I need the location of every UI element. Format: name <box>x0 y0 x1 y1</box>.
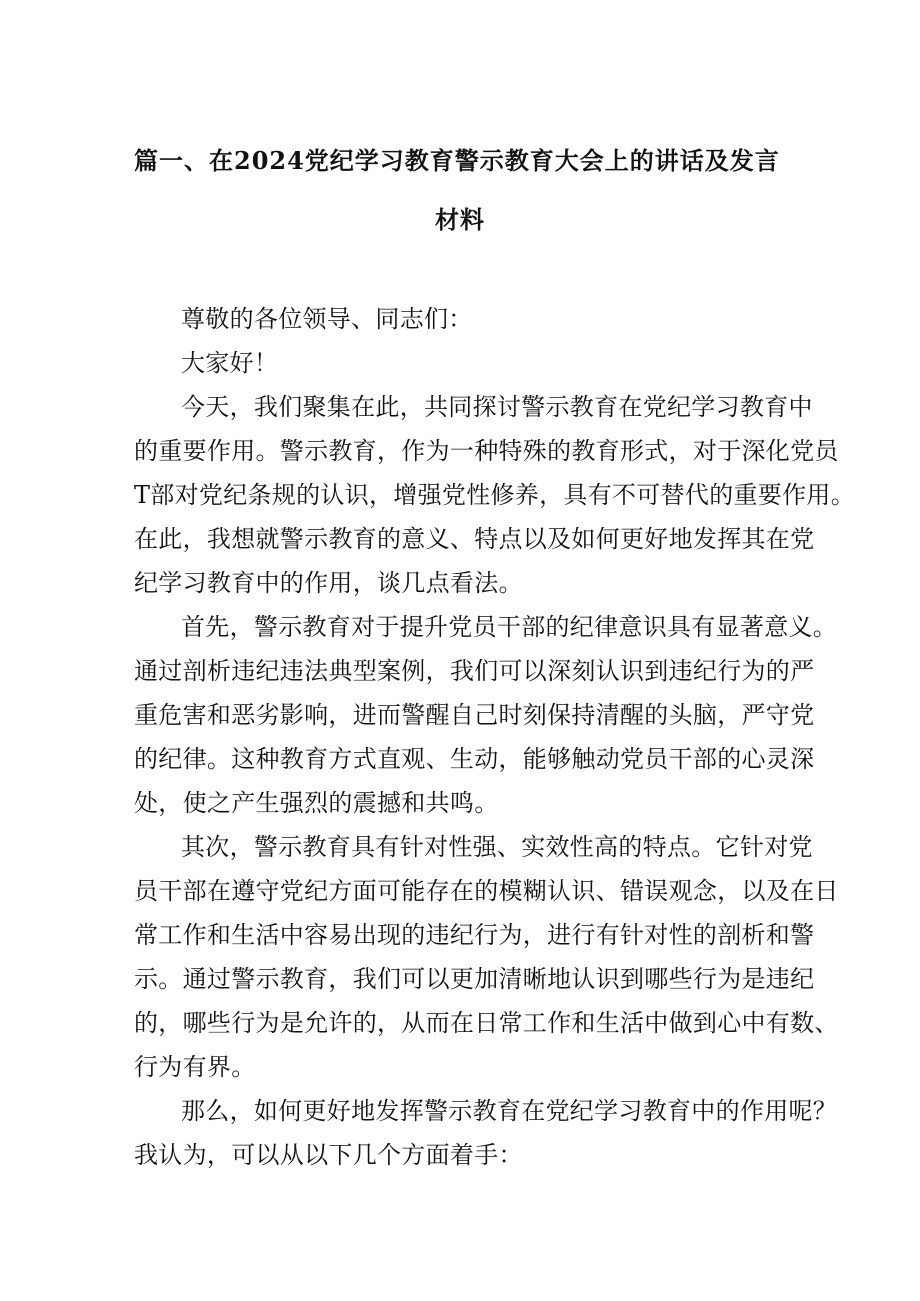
paragraph-line: 今天，我们聚集在此，共同探讨警示教育在党纪学习教育中 <box>181 393 813 421</box>
paragraph-line: 我认为，可以从以下几个方面着手： <box>134 1141 523 1169</box>
paragraph-line: 那么，如何更好地发挥警示教育在党纪学习教育中的作用呢？ <box>181 1097 838 1125</box>
paragraph-line: 示。通过警示教育，我们可以更加清晰地认识到哪些行为是违纪 <box>134 965 815 993</box>
paragraph-line: 的，哪些行为是允许的，从而在日常工作和生活中做到心中有数、 <box>134 1009 839 1037</box>
paragraph-line: 首先，警示教育对于提升党员干部的纪律意识具有显著意义。 <box>181 613 838 641</box>
document-title-line-1: 篇一、在2024党纪学习教育警示教育大会上的讲话及发言 <box>134 146 780 175</box>
paragraph-line: 纪学习教育中的作用，谈几点看法。 <box>134 569 523 597</box>
paragraph-line: 常工作和生活中容易出现的违纪行为，进行有针对性的剖析和警 <box>134 921 815 949</box>
paragraph-line: 处，使之产生强烈的震撼和共鸣。 <box>134 789 499 817</box>
document-title-line-2: 材料 <box>435 205 485 234</box>
greeting: 大家好！ <box>181 349 279 377</box>
paragraph-line: T部对党纪条规的认识，增强党性修养，具有不可替代的重要作用。 <box>134 481 856 509</box>
paragraph-line: 其次，警示教育具有针对性强、实效性高的特点。它针对党 <box>181 833 813 861</box>
paragraph-line: 在此，我想就警示教育的意义、特点以及如何更好地发挥其在党 <box>134 525 815 553</box>
paragraph-line: 重危害和恶劣影响，进而警醒自己时刻保持清醒的头脑，严守党 <box>134 701 815 729</box>
paragraph-line: 行为有界。 <box>134 1053 256 1081</box>
salutation: 尊敬的各位领导、同志们： <box>181 305 473 333</box>
paragraph-line: 的重要作用。警示教育，作为一种特殊的教育形式，对于深化党员 <box>134 437 839 465</box>
paragraph-line: 员干部在遵守党纪方面可能存在的模糊认识、错误观念，以及在日 <box>134 877 839 905</box>
paragraph-line: 的纪律。这种教育方式直观、生动，能够触动党员干部的心灵深 <box>134 745 815 773</box>
paragraph-line: 通过剖析违纪违法典型案例，我们可以深刻认识到违纪行为的严 <box>134 657 815 685</box>
